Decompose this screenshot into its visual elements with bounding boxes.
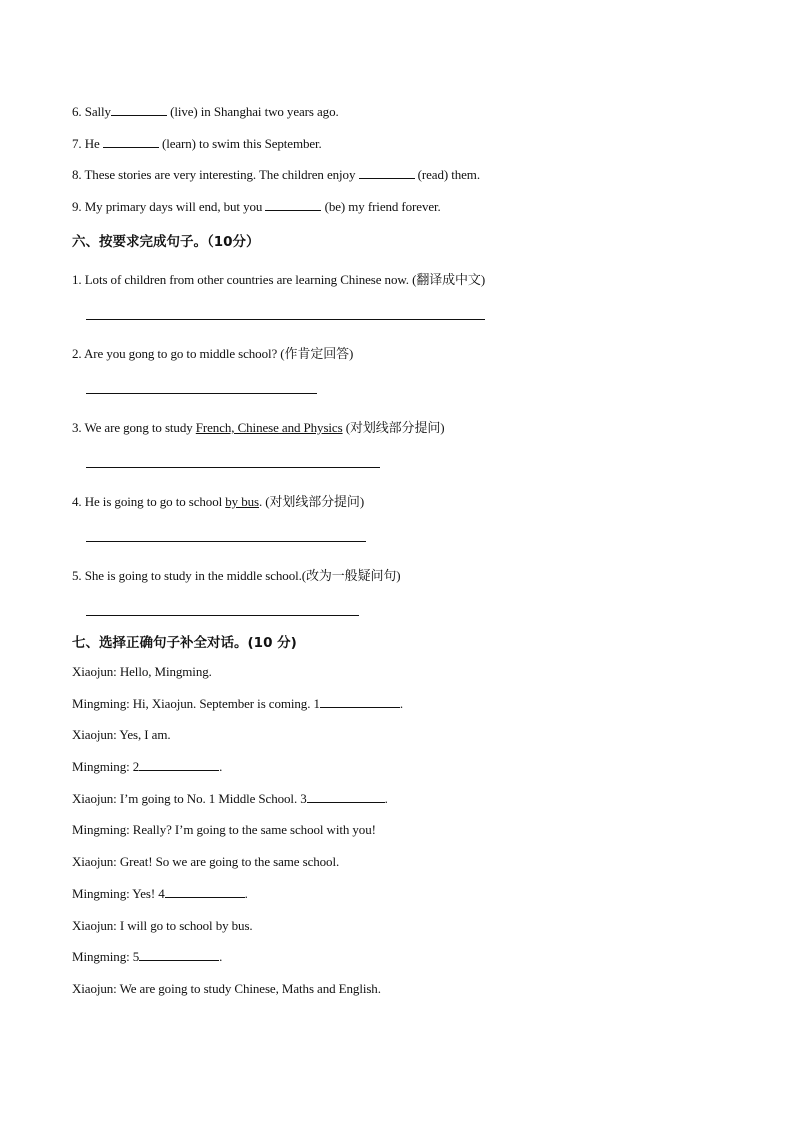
s6-answer-line-4[interactable] (86, 541, 366, 542)
dialogue-line (72, 791, 388, 807)
answer-blank[interactable] (359, 167, 415, 179)
question-6 (72, 104, 339, 120)
question-6-end: (live) in Shanghai two years ago. (166, 104, 339, 119)
answer-blank[interactable] (103, 136, 159, 148)
dialogue-line: Mingming: Really? I’m going to the same school with you! (72, 822, 376, 837)
dialogue-end: . (384, 791, 388, 806)
dialogue-line: Xiaojun: Great! So we are going to the same school. (72, 854, 340, 869)
dialogue-text: Mingming: 5 (72, 949, 140, 964)
underlined-phrase: French, Chinese and Physics (195, 420, 343, 435)
question-8-end: (read) them. (414, 167, 480, 182)
dialogue-line (72, 696, 403, 712)
dialogue-line (72, 949, 222, 965)
question-7 (72, 136, 322, 152)
dialogue-end: . (219, 759, 223, 774)
question-9-end: (be) my friend forever. (321, 199, 441, 214)
question-8-start: 8. These stories are very interesting. The children enjoy (72, 167, 359, 182)
dialogue-text: Xiaojun: I’m going to No. 1 Middle School. 3 (72, 791, 307, 806)
dialogue-blank[interactable] (165, 886, 245, 898)
s6-answer-line-1[interactable] (86, 319, 485, 320)
question-6-start: 6. Sally (72, 104, 111, 119)
dialogue-end: . (219, 949, 223, 964)
s6-question-4-end: . (对划线部分提问) (258, 494, 365, 509)
s6-answer-line-3[interactable] (86, 467, 380, 468)
s6-question-1: 1. Lots of children from other countries are learning Chinese now. (翻译成中文) (72, 272, 486, 287)
s6-question-4 (72, 491, 364, 510)
section-6-title: 六、按要求完成句子。（10分） (72, 234, 260, 250)
answer-blank[interactable] (111, 104, 167, 116)
dialogue-line: Xiaojun: Hello, Mingming. (72, 664, 212, 679)
dialogue-text: Mingming: Hi, Xiaojun. September is coming. 1 (72, 696, 320, 711)
question-9 (72, 199, 441, 215)
dialogue-line: Xiaojun: I will go to school by bus. (72, 918, 253, 933)
question-9-start: 9. My primary days will end, but you (72, 199, 266, 214)
s6-answer-line-5[interactable] (86, 615, 359, 616)
s6-question-3 (72, 417, 444, 436)
dialogue-text: Mingming: Yes! 4 (72, 886, 165, 901)
s6-answer-line-2[interactable] (86, 393, 317, 394)
answer-blank[interactable] (265, 199, 321, 211)
dialogue-line (72, 759, 222, 775)
underlined-phrase: by bus (225, 494, 259, 509)
s6-question-3-start: 3. We are gong to study (72, 420, 196, 435)
dialogue-line (72, 886, 248, 902)
s6-question-2: 2. Are you gong to go to middle school? (作肯定回答) (72, 346, 354, 361)
question-7-start: 7. He (72, 136, 103, 151)
dialogue-end: . (399, 696, 404, 711)
section-7-title: 七、选择正确句子补全对话。(10 分) (72, 635, 297, 651)
dialogue-end: . (244, 886, 248, 901)
dialogue-blank[interactable] (139, 759, 219, 771)
s6-question-5: 5. She is going to study in the middle school.(改为一般疑问句) (72, 568, 401, 583)
dialogue-line: Xiaojun: Yes, I am. (72, 727, 171, 742)
dialogue-text: Mingming: 2 (72, 759, 140, 774)
dialogue-blank[interactable] (139, 949, 219, 961)
question-8 (72, 167, 480, 183)
question-7-end: (learn) to swim this September. (158, 136, 322, 151)
s6-question-3-end: (对划线部分提问) (342, 420, 445, 435)
dialogue-blank[interactable] (307, 791, 385, 803)
dialogue-blank[interactable] (320, 696, 400, 708)
dialogue-line: Xiaojun: We are going to study Chinese, Maths and English. (72, 981, 381, 996)
s6-question-4-start: 4. He is going to go to school (72, 494, 226, 509)
